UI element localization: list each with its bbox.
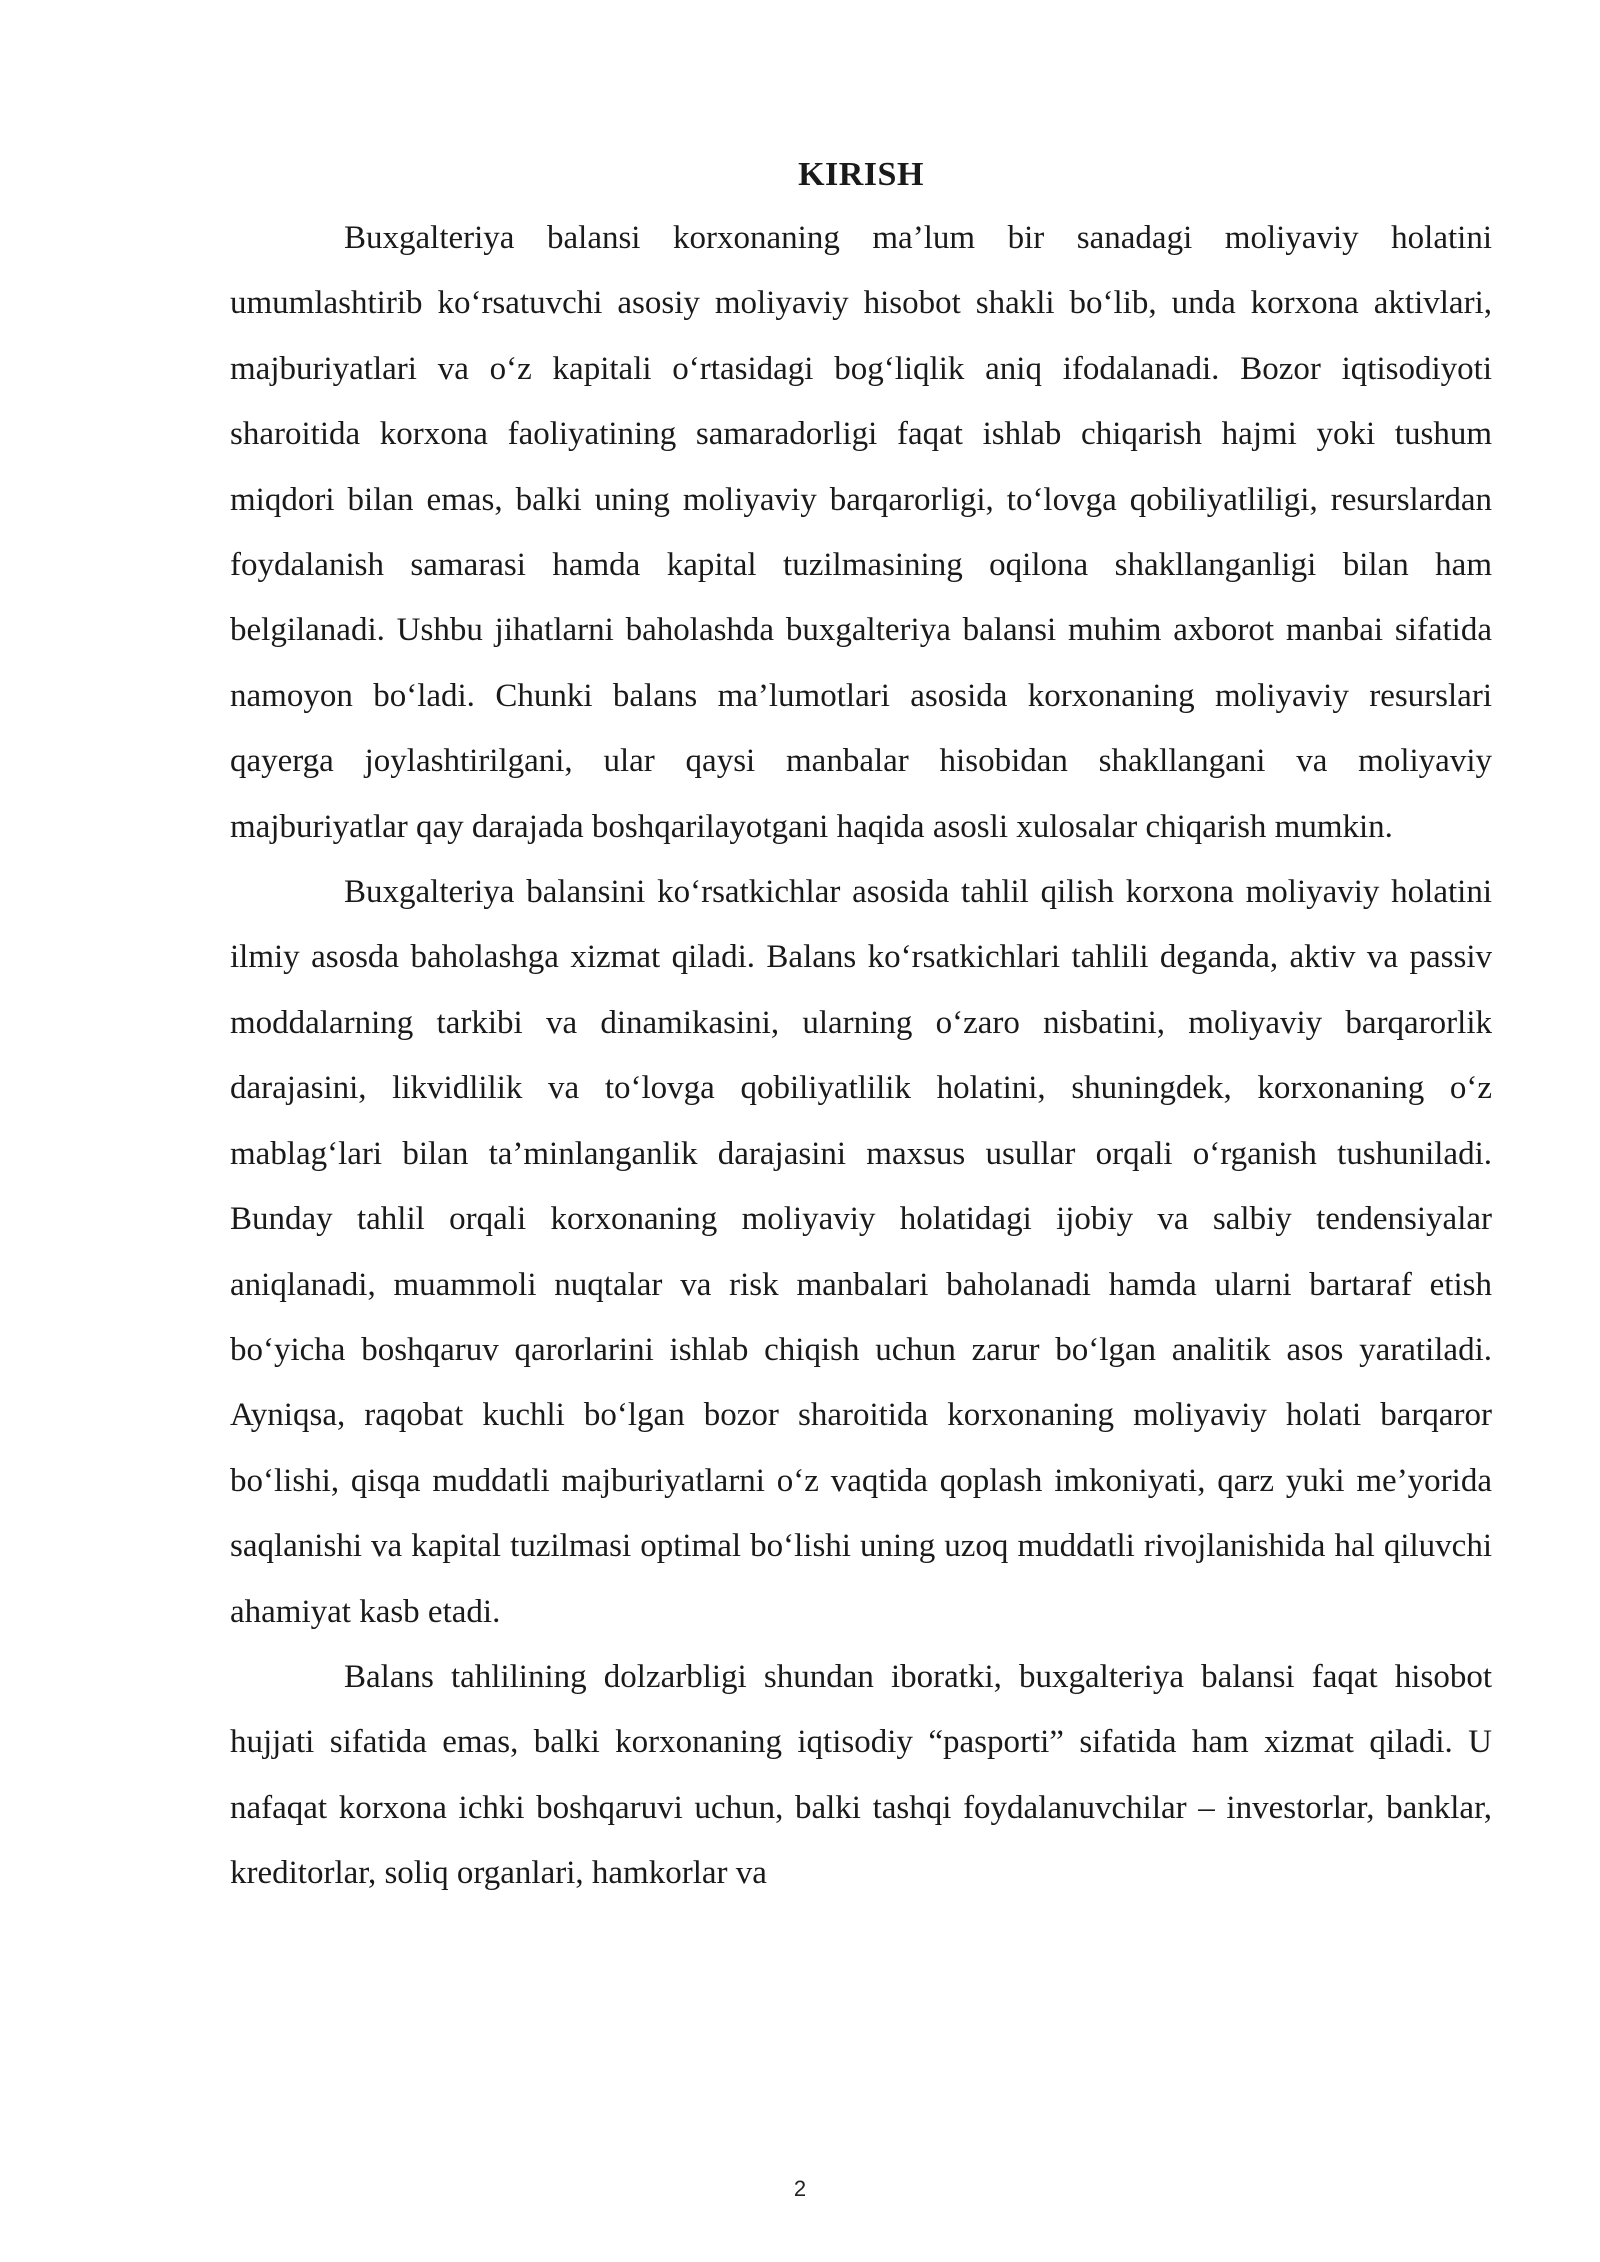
paragraph-1: Buxgalteriya balansi korxonaning ma’lum bir sanadagi moliyaviy holatini umumlashtirib ko‘rsatuvchi asosiy moliyaviy hisobot shakli bo‘lib, unda korxona aktivlari, majburiyatlari va o‘z kapitali o‘rtasidagi bog‘liqlik aniq ifodalanadi. Bozor iqtisodiyoti sharoitida korxona faoliyatining samaradorligi faqat ishlab chiqarish hajmi yoki tushum miqdori bilan emas, balki uning moliyaviy barqarorligi, to‘lovga qobiliyatliligi, resurslardan foydalanish samarasi hamda kapital tuzilmasining oqilona shakllanganligi bilan ham belgilanadi. Ushbu jihatlarni baholashda buxgalteriya balansi muhim axborot manbai sifatida namoyon bo‘ladi. Chunki balans ma’lumotlari asosida korxonaning moliyaviy resurslari qayerga joylashtirilgani, ular qaysi manbalar hisobidan shakllangani va moliyaviy majburiyatlar qay darajada boshqarilayotgani haqida asosli xulosalar chiqarish mumkin. xyxy=(230,220,1492,845)
section-heading: KIRISH xyxy=(798,156,924,193)
page-content xyxy=(230,148,1492,1907)
page-number: 2 xyxy=(793,2176,807,2201)
paragraph-3: Balans tahlilining dolzarbligi shundan iboratki, buxgalteriya balansi faqat hisobot hujjati sifatida emas, balki korxonaning iqtisodiy “pasporti” sifatida ham xizmat qiladi. U nafaqat korxona ichki boshqaruvi uchun, balki tashqi foydalanuvchilar – investorlar, banklar, kreditorlar, soliq organlari, hamkorlar va xyxy=(230,1658,1492,1892)
paragraph-2: Buxgalteriya balansini ko‘rsatkichlar asosida tahlil qilish korxona moliyaviy holatini ilmiy asosda baholashga xizmat qiladi. Balans ko‘rsatkichlari tahlili deganda, aktiv va passiv moddalarning tarkibi va dinamikasini, ularning o‘zaro nisbatini, moliyaviy barqarorlik darajasini, likvidlilik va to‘lovga qobiliyatlilik holatini, shuningdek, korxonaning o‘z mablag‘lari bilan ta’minlanganlik darajasini maxsus usullar orqali o‘rganish tushuniladi. Bunday tahlil orqali korxonaning moliyaviy holatidagi ijobiy va salbiy tendensiyalar aniqlanadi, muammoli nuqtalar va risk manbalari baholanadi hamda ularni bartaraf etish bo‘yicha boshqaruv qarorlarini ishlab chiqish uchun zarur bo‘lgan analitik asos yaratiladi. Ayniqsa, raqobat kuchli bo‘lgan bozor sharoitida korxonaning moliyaviy holati barqaror bo‘lishi, qisqa muddatli majburiyatlarni o‘z vaqtida qoplash imkoniyati, qarz yuki me’yorida saqlanishi va kapital tuzilmasi optimal bo‘lishi uning uzoq muddatli rivojlanishida hal qiluvchi ahamiyat kasb etadi. xyxy=(230,874,1492,1630)
